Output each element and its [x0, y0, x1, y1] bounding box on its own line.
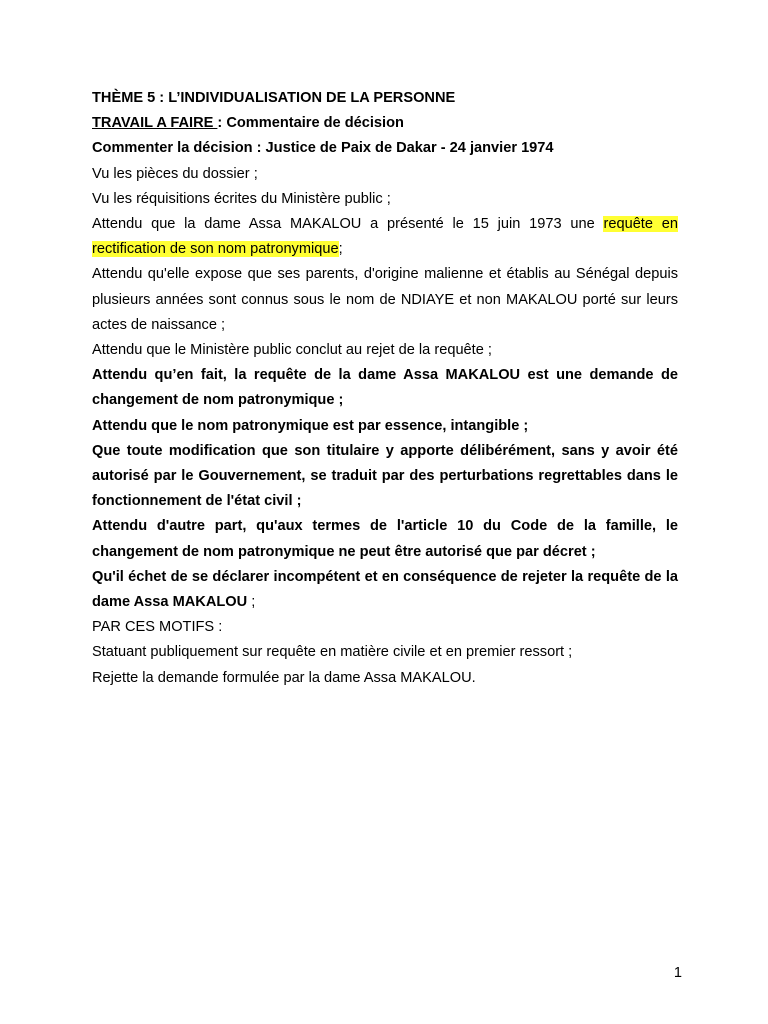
page-number: 1 — [673, 965, 682, 981]
paragraph-pieces: Vu les pièces du dossier ; — [92, 165, 258, 182]
paragraph-intangible: Attendu que le nom patronymique est par essence, intangible ; — [92, 417, 529, 434]
task-label: TRAVAIL A FAIRE — [92, 115, 218, 132]
paragraph-modification: Que toute modification que son titulaire y apporte délibérément, sans y avoir été autorisé par le Gouvernement, se traduit par des perturbations regrettables dans le fonctionnement de l'état civil ; — [92, 442, 678, 510]
paragraph-request — [92, 212, 678, 262]
task-value: : Commentaire de décision — [217, 115, 404, 132]
paragraph-motifs: PAR CES MOTIFS : — [92, 619, 223, 636]
request-end: ; — [338, 241, 343, 258]
incompetent-end: ; — [247, 594, 256, 611]
paragraph-ministere: Attendu que le Ministère public conclut au rejet de la requête ; — [92, 342, 492, 359]
paragraph-rejette: Rejette la demande formulée par la dame Assa MAKALOU. — [92, 669, 476, 686]
incompetent-text: Qu'il échet de se déclarer incompétent et en conséquence de rejeter la requête de la dame Assa MAKALOU — [92, 568, 678, 611]
paragraph-requisitions: Vu les réquisitions écrites du Ministère public ; — [92, 190, 391, 207]
paragraph-statuant: Statuant publiquement sur requête en matière civile et en premier ressort ; — [92, 644, 573, 661]
request-text: Attendu que la dame Assa MAKALOU a présenté le 15 juin 1973 une — [92, 216, 604, 233]
document-body — [92, 86, 678, 691]
document-title: THÈME 5 : L’INDIVIDUALISATION DE LA PERSONNE — [92, 90, 456, 106]
instruction-line: Commenter la décision : Justice de Paix de Dakar - 24 janvier 1974 — [92, 140, 554, 157]
task-line — [92, 111, 678, 136]
paragraph-changement: Attendu qu’en fait, la requête de la dame Assa MAKALOU est une demande de changement de nom patronymique ; — [92, 367, 678, 409]
paragraph-parents: Attendu qu'elle expose que ses parents, d'origine malienne et établis au Sénégal depuis plusieurs années sont connus sous le nom de NDIAYE et non MAKALOU porté sur leurs actes de naissance ; — [92, 266, 678, 333]
paragraph-incompetent — [92, 565, 678, 615]
paragraph-article-10: Attendu d'autre part, qu'aux termes de l'article 10 du Code de la famille, le changement de nom patronymique ne peut être autorisé que par décret ; — [92, 518, 678, 560]
highlighted-text: requête en rectification de son nom patronymique — [92, 216, 678, 258]
